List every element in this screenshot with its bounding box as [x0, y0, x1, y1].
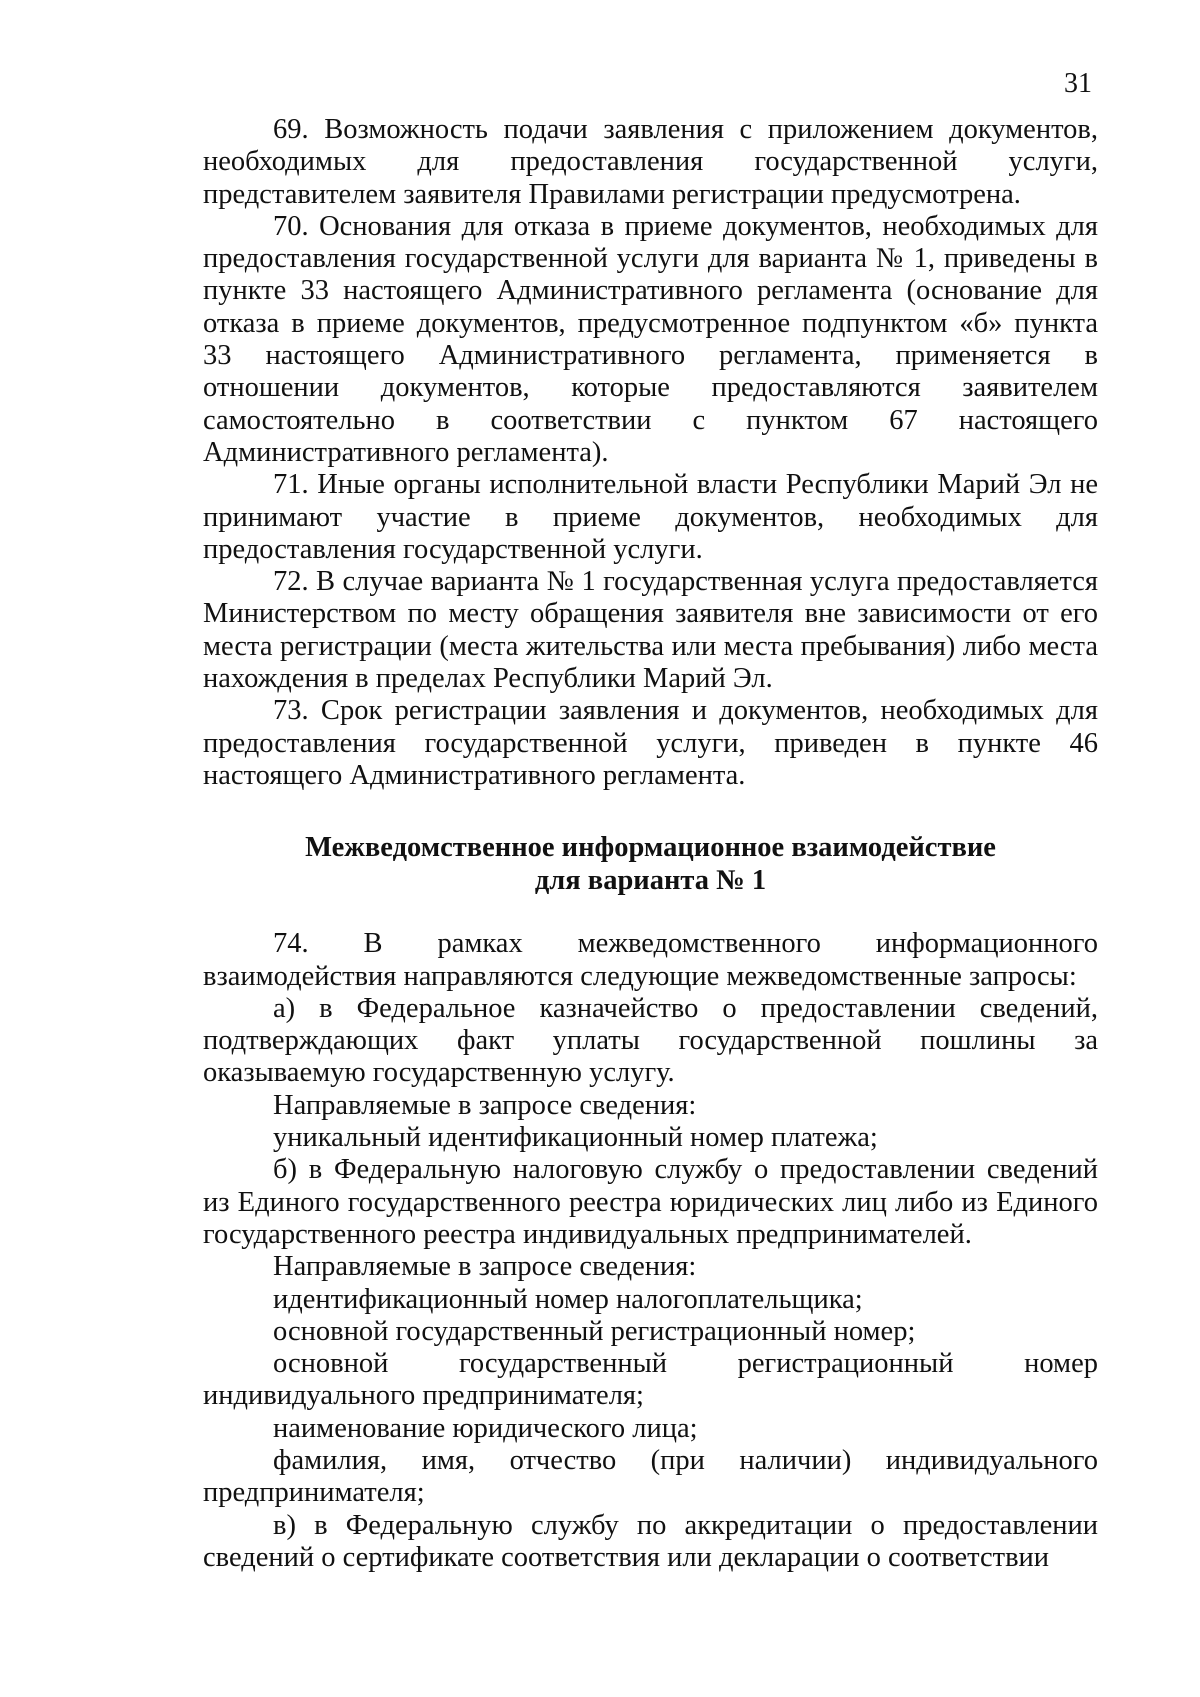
document-body — [203, 114, 1098, 1574]
subparagraph-v: в) в Федеральную службу по аккредитации о предоставлении сведений о сертификате соответствия или декларации о соответствии — [203, 1509, 1098, 1573]
request-item-inn: идентификационный номер налогоплательщика; — [273, 1283, 863, 1315]
page-number: 31 — [1064, 68, 1092, 99]
paragraph-74: 74. В рамках межведомственного информационного взаимодействия направляются следующие межведомственные запросы: — [203, 928, 1098, 992]
paragraph-73: 73. Срок регистрации заявления и документов, необходимых для предоставления государственной услуги, приведен в пункте 46 настоящего Административного регламента. — [203, 695, 1098, 791]
paragraph-70: 70. Основания для отказа в приеме документов, необходимых для предоставления государственной услуги для варианта № 1, приведены в пункте 33 настоящего Административного регламента (основание для отказа в приеме документов, предусмотренное подпунктом «б» пункта 33 настоящего Административного регламента, применяется в отношении документов, которые предоставляются заявителем самостоятельно в соответствии с пунктом 67 настоящего Административного регламента). — [203, 210, 1098, 468]
request-item-payment-id: уникальный идентификационный номер платежа; — [273, 1122, 878, 1154]
request-item-ogrnip: основной государственный регистрационный номер индивидуального предпринимателя; — [203, 1348, 1098, 1412]
request-item-full-name: фамилия, имя, отчество (при наличии) индивидуального предпринимателя; — [203, 1444, 1098, 1509]
subparagraph-a: а) в Федеральное казначейство о предоставлении сведений, подтверждающих факт уплаты государственной пошлины за оказываемую государственную услугу. — [203, 992, 1098, 1089]
section-heading-line-2: для варианта № 1 — [534, 865, 767, 897]
subparagraph-b: б) в Федеральную налоговую службу о предоставлении сведений из Единого государственного реестра юридических лиц либо из Единого государственного реестра индивидуальных предпринимателей. — [203, 1154, 1098, 1250]
section-heading-line-1: Межведомственное информационное взаимодействие — [305, 832, 996, 864]
request-info-label-b: Направляемые в запросе сведения: — [273, 1251, 697, 1283]
request-item-ogrn: основной государственный регистрационный номер; — [273, 1315, 916, 1347]
paragraph-71: 71. Иные органы исполнительной власти Республики Марий Эл не принимают участие в приеме документов, необходимых для предоставления государственной услуги. — [203, 469, 1098, 565]
request-info-label-a: Направляемые в запросе сведения: — [273, 1089, 697, 1121]
paragraph-72: 72. В случае варианта № 1 государственная услуга предоставляется Министерством по месту обращения заявителя вне зависимости от его места регистрации (места жительства или места пребывания) либо места нахождения в пределах Республики Марий Эл. — [203, 566, 1098, 695]
section-heading — [203, 792, 1098, 928]
request-item-legal-name: наименование юридического лица; — [273, 1412, 698, 1444]
paragraph-69: 69. Возможность подачи заявления с приложением документов, необходимых для предоставления государственной услуги, представителем заявителя Правилами регистрации предусмотрена. — [203, 114, 1098, 210]
